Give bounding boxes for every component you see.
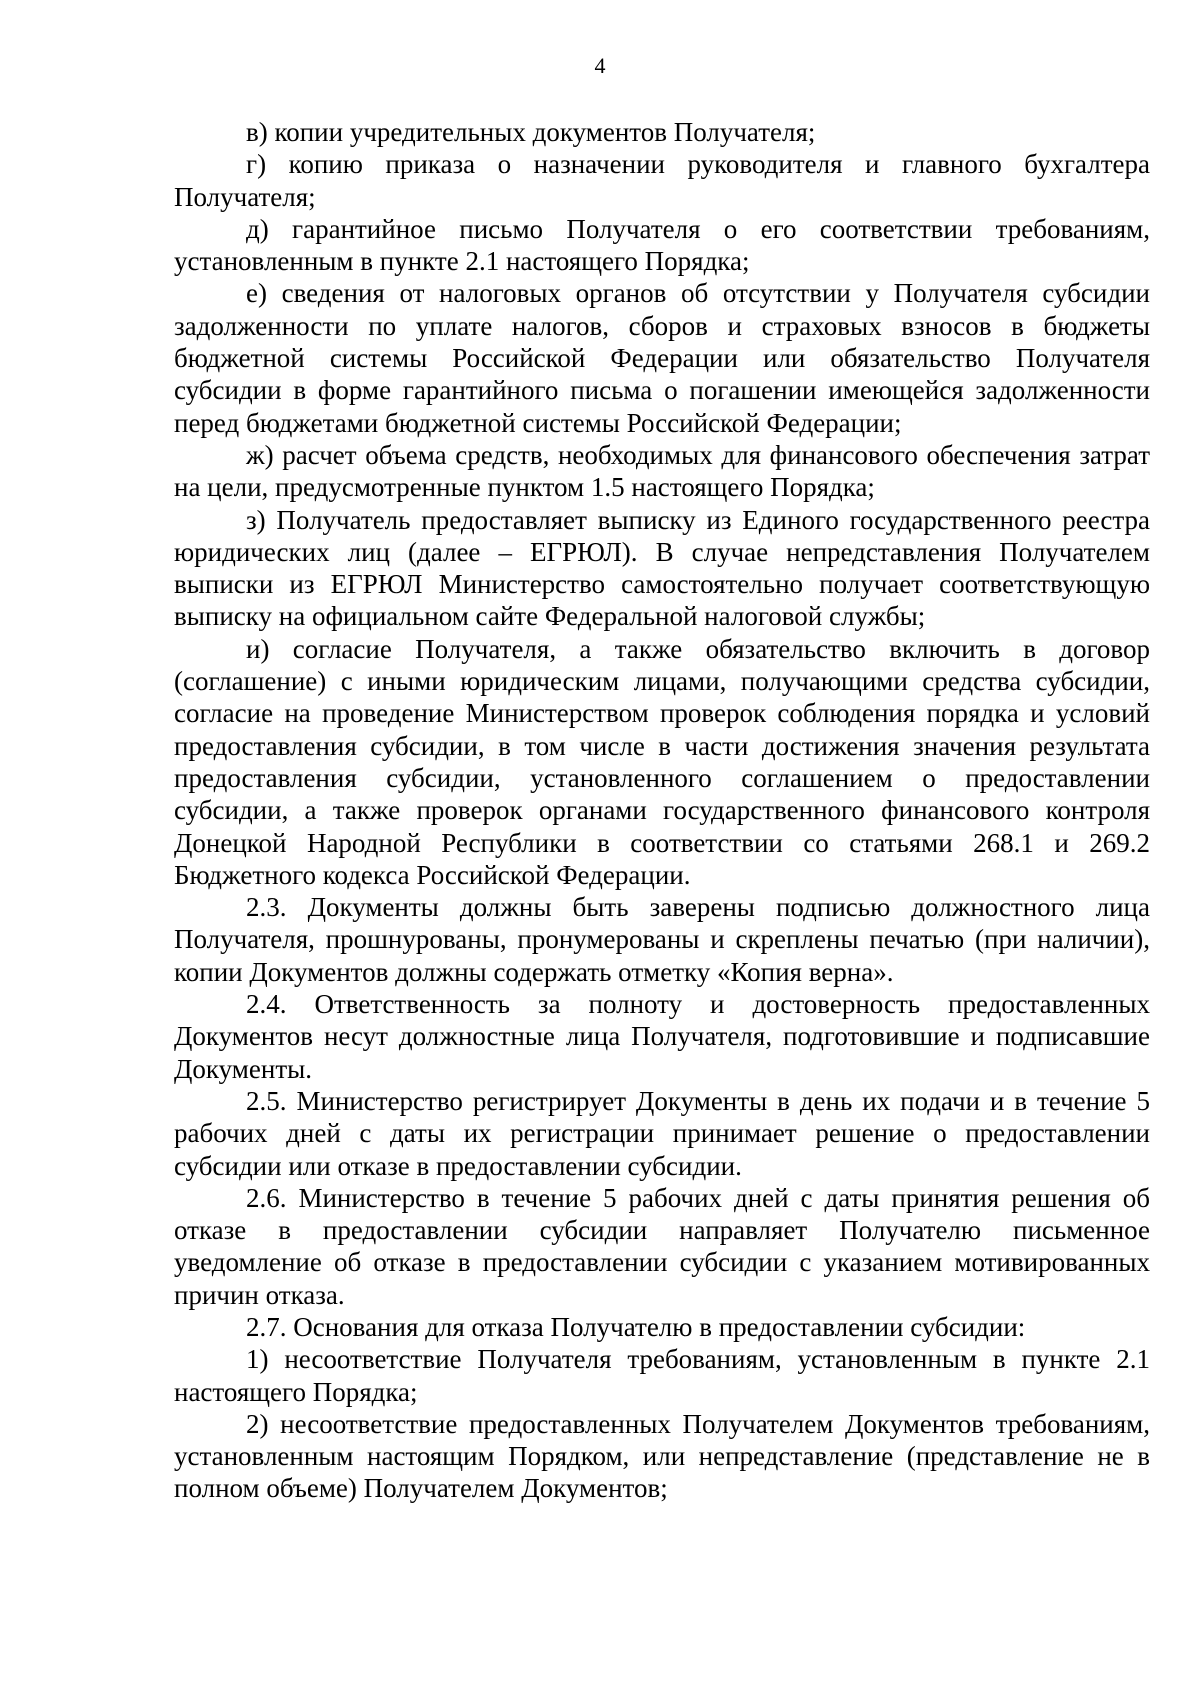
paragraph-item-i: и) согласие Получателя, а также обязательство включить в договор (соглашение) с иными юридическим лицами, получающими средства субсидии, согласие на проведение Министерством проверок соблюдения порядка и условий предоставления субсидии, в том числе в части достижения значения результата предоставления субсидии, установленного соглашением о предоставлении субсидии, а также проверок органами государственного финансового контроля Донецкой Народной Республики в соответствии со статьями 268.1 и 269.2 Бюджетного кодекса Российской Федерации.: [174, 633, 1150, 890]
paragraph-2-7: 2.7. Основания для отказа Получателю в предоставлении субсидии:: [246, 1311, 1026, 1342]
paragraph-2-6: 2.6. Министерство в течение 5 рабочих дней с даты принятия решения об отказе в предоставлении субсидии направляет Получателю письменное уведомление об отказе в предоставлении субсидии с указанием мотивированных причин отказа.: [174, 1182, 1150, 1310]
page-number: 4: [594, 53, 606, 78]
paragraph-item-d: д) гарантийное письмо Получателя о его соответствии требованиям, установленным в пункте 2.1 настоящего Порядка;: [174, 213, 1150, 277]
paragraph-item-g: г) копию приказа о назначении руководителя и главного бухгалтера Получателя;: [174, 149, 1150, 212]
paragraph-item-zh: ж) расчет объема средств, необходимых для финансового обеспечения затрат на цели, предусмотренные пунктом 1.5 настоящего Порядка;: [174, 439, 1150, 503]
paragraph-2-5: 2.5. Министерство регистрирует Документы в день их подачи и в течение 5 рабочих дней с даты их регистрации принимает решение о предоставлении субсидии или отказе в предоставлении субсидии.: [174, 1085, 1150, 1181]
paragraph-2-7-2: 2) несоответствие предоставленных Получателем Документов требованиям, установленным настоящим Порядком, или непредставление (представление не в полном объеме) Получателем Документов;: [174, 1408, 1150, 1504]
paragraph-item-e: е) сведения от налоговых органов об отсутствии у Получателя субсидии задолженности по уплате налогов, сборов и страховых взносов в бюджеты бюджетной системы Российской Федерации или обязательство Получателя субсидии в форме гарантийного письма о погашении имеющейся задолженности перед бюджетами бюджетной системы Российской Федерации;: [174, 278, 1150, 438]
paragraph-2-3: 2.3. Документы должны быть заверены подписью должностного лица Получателя, прошнурованы, пронумерованы и скреплены печатью (при наличии), копии Документов должны содержать отметку «Копия верна».: [174, 892, 1150, 987]
paragraph-2-4: 2.4. Ответственность за полноту и достоверность предоставленных Документов несут должностные лица Получателя, подготовившие и подписавшие Документы.: [174, 989, 1150, 1084]
paragraph-2-7-1: 1) несоответствие Получателя требованиям, установленным в пункте 2.1 настоящего Порядка;: [174, 1344, 1150, 1407]
paragraph-item-v: в) копии учредительных документов Получателя;: [246, 117, 816, 147]
document-body: [174, 116, 1150, 1505]
paragraph-item-z: з) Получатель предоставляет выписку из Единого государственного реестра юридических лиц (далее – ЕГРЮЛ). В случае непредставления Получателем выписки из ЕГРЮЛ Министерство самостоятельно получает соответствующую выписку на официальном сайте Федеральной налоговой службы;: [174, 504, 1150, 632]
